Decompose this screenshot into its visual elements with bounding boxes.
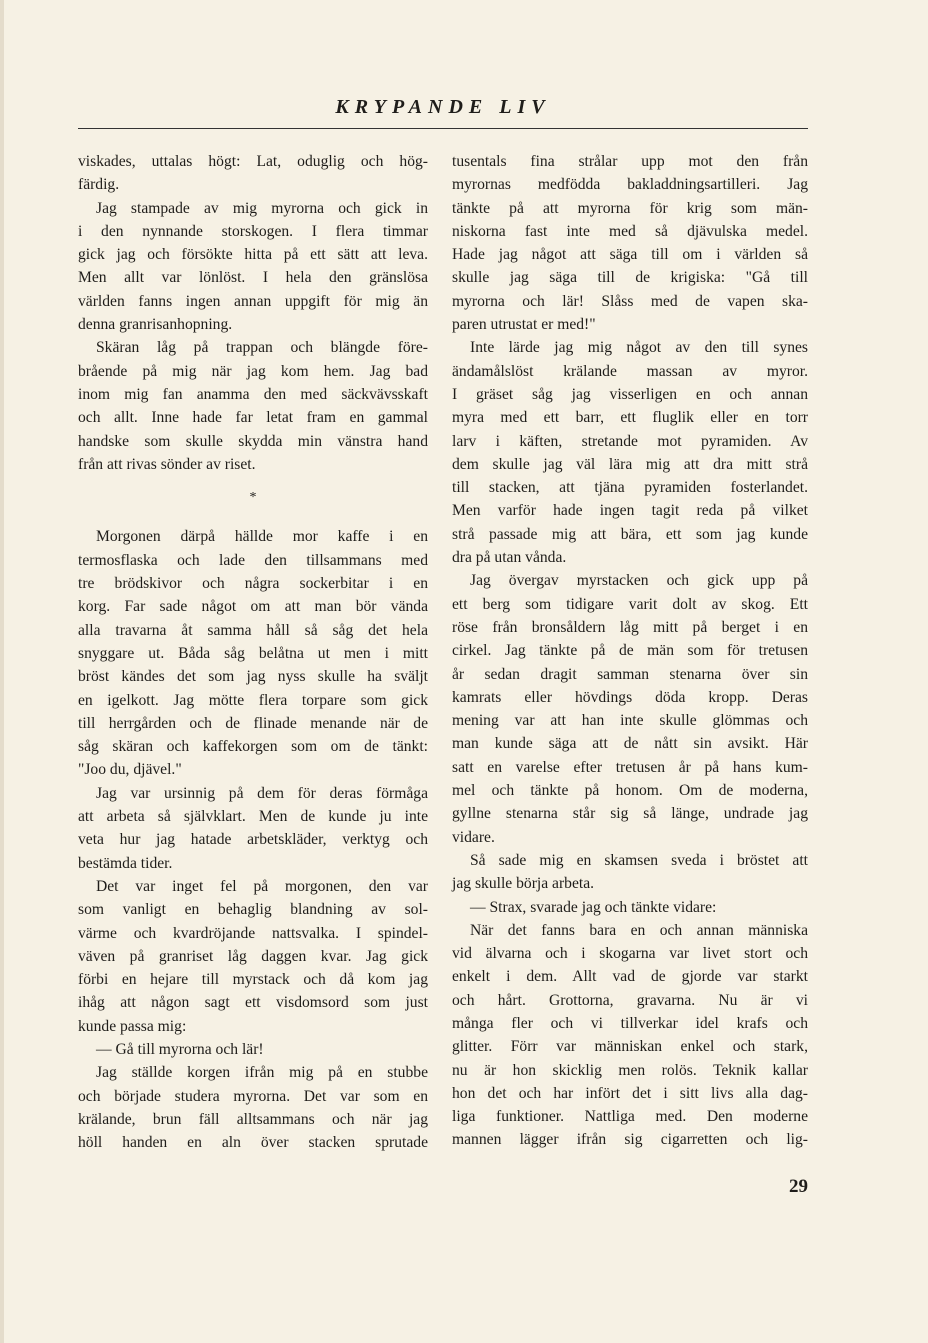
text-line: snyggare ut. Båda såg belåtna ut men i mitt	[78, 644, 428, 662]
text-line: väven på granriset låg daggen kvar. Jag gick	[78, 947, 428, 965]
text-line: hon det och har infört det i sitt livs alla dag-	[452, 1084, 808, 1102]
text-line: myrorna och lär! Slåss med de vapen ska-	[452, 292, 808, 310]
text-line: mannen lägger ifrån sig cigarretten och lig-	[452, 1131, 808, 1149]
paragraph	[452, 569, 808, 849]
text-line: inom mig fan anamma den med säckvävsskaft	[78, 385, 428, 403]
text-line: bröst kändes det som jag nyss skulle ha sväljt	[78, 668, 428, 686]
text-line: Morgonen därpå hällde mor kaffe i en	[96, 528, 428, 546]
text-line: skulle jag säga till de krigiska: "Gå till	[452, 269, 808, 287]
text-line: termosflaska och lade den tillsammans med	[78, 551, 428, 569]
text-line: liga funktioner. Nattliga med. Den moderne	[452, 1108, 808, 1126]
paragraph	[78, 782, 428, 875]
text-line: Så sade mig en skamsen sveda i bröstet att	[470, 851, 808, 869]
text-line: — Strax, svarade jag och tänkte vidare:	[470, 898, 717, 916]
paragraph	[78, 875, 428, 1038]
paragraph	[78, 336, 428, 476]
text-line: till stacken, att tjäna pyramiden fosterlandet.	[452, 479, 808, 497]
text-line: mel och tänkte på honom. Om de moderna,	[452, 782, 808, 800]
running-header: KRYPANDE LIV	[335, 96, 551, 118]
text-line: veta hur jag hatade arbetskläder, verktyg och	[78, 831, 428, 849]
text-line: värme och kvardröjande nattsvalka. I spindel-	[78, 924, 428, 942]
text-line: Jag övergav myrstacken och gick upp på	[470, 572, 808, 590]
text-line: många fler och vi tillverkar idel krafs och	[452, 1014, 808, 1032]
text-line: glitter. Förr var människan enkel och stark,	[452, 1038, 808, 1056]
paragraph	[78, 525, 428, 781]
text-line: dra på utan vånda.	[452, 549, 567, 567]
paragraph	[452, 896, 808, 919]
text-line: mening var att han inte skulle glömmas och	[452, 712, 808, 730]
text-line: och hårt. Grottorna, gravarna. Nu är vi	[452, 991, 808, 1009]
paragraph	[78, 150, 428, 197]
text-line: Men varför hade ingen tagit reda på vilket	[452, 502, 808, 520]
text-line: såg skäran och kaffekorgen som om de tänkt:	[78, 738, 428, 756]
text-line: Jag var ursinnig på dem för deras förmåga	[96, 784, 428, 802]
header-rule	[78, 128, 808, 129]
text-line: I gräset såg jag visserligen en och annan	[452, 385, 808, 403]
text-line: myra med ett barr, ett fluglik eller en torr	[452, 409, 808, 427]
text-line: år sedan dragit samman stenarna över sin	[452, 665, 808, 683]
text-line: satt en varelse efter tretusen år på hans kum-	[452, 758, 808, 776]
text-line: jag skulle börja arbeta.	[452, 875, 595, 893]
text-line: Men allt var lönlöst. I hela den gränslösa	[78, 269, 428, 287]
text-line: som vanligt en behaglig blandning av sol-	[78, 901, 428, 919]
text-line: förbi en hejare till myrstack och då kom jag	[78, 971, 428, 989]
text-line: När det fanns bara en och annan människa	[470, 921, 808, 939]
text-line: denna granrisanhopning.	[78, 316, 233, 334]
paragraph	[452, 336, 808, 569]
page-edge	[0, 0, 4, 1343]
text-line: paren utrustat er med!"	[452, 316, 596, 334]
text-line: Hade jag något att säga till om i världen så	[452, 246, 808, 264]
text-line: enkelt i dem. Allt vad de gjorde var starkt	[452, 968, 808, 986]
text-line: ett berg som tidigare varit dolt av skog. Ett	[452, 595, 808, 613]
paragraph	[78, 1061, 428, 1154]
text-line: ändamålslöst krälande massan av myror.	[452, 362, 808, 380]
text-line: ihåg att någon sagt ett visdomsord som just	[78, 994, 428, 1012]
text-line: — Gå till myrorna och lär!	[96, 1040, 264, 1058]
text-line: nu är hon skicklig men rolös. Teknik kallar	[452, 1061, 808, 1079]
paragraph	[78, 1038, 428, 1061]
left-column	[78, 150, 428, 1154]
text-line: vid älvarna och i skogarna var livet stort och	[452, 945, 808, 963]
text-line: krälande, brun fäll alltsammans och när jag	[78, 1110, 428, 1128]
text-line: gyllne stenarna står sig så länge, undrade jag	[452, 805, 808, 823]
text-line: tre brödskivor och några sockerbitar i en	[78, 575, 428, 593]
text-line: till herrgården och de flinade menande när de	[78, 714, 428, 732]
text-line: färdig.	[78, 176, 120, 194]
page-number: 29	[789, 1176, 808, 1197]
right-column	[452, 150, 808, 1152]
text-line: larv i käften, stretande mot pyramiden. Av	[452, 432, 808, 450]
text-line: världen fanns ingen annan uppgift för mig än	[78, 292, 428, 310]
text-line: Jag stampade av mig myrorna och gick in	[96, 199, 428, 217]
paragraph	[452, 150, 808, 336]
text-line: från att rivas sönder av riset.	[78, 455, 256, 473]
text-line: höll handen en aln över stacken sprutade	[78, 1134, 428, 1152]
text-line: tänkte på att myrorna för krig som män-	[452, 199, 808, 217]
text-line: gick jag och försökte hitta på ett sätt att leva.	[78, 246, 428, 264]
text-line: och började studera myrorna. Det var som en	[78, 1087, 428, 1105]
text-line: myrornas medfödda bakladdningsartilleri. Jag	[452, 176, 808, 194]
text-line: viskades, uttalas högt: Lat, oduglig och hög-	[78, 153, 428, 170]
text-line: dem skulle jag väl lära mig att dra mitt strå	[452, 455, 808, 473]
text-line: en igelkott. Jag mötte flera torpare som gick	[78, 691, 428, 709]
text-line: att arbeta så självklart. Men de kunde ju inte	[78, 808, 428, 826]
text-line: brående på mig när jag kom hem. Jag bad	[78, 362, 428, 380]
paragraph	[452, 849, 808, 896]
text-line: cirkel. Jag tänkte på de män som för tretusen	[452, 642, 808, 660]
section-separator: *	[249, 490, 257, 506]
text-line: man kunde säga att de nått sin avsikt. Här	[452, 735, 808, 753]
text-line: niskorna fast inte med så djävulska medel.	[452, 222, 808, 240]
text-line: bestämda tider.	[78, 854, 173, 872]
text-line: "Joo du, djävel."	[78, 761, 182, 779]
text-line: och allt. Inne hade far letat fram en gammal	[78, 409, 428, 427]
paragraph	[78, 197, 428, 337]
text-line: i den nynnande storskogen. I flera timmar	[78, 222, 428, 240]
text-line: alla travarna åt samma håll så såg det hela	[78, 621, 428, 639]
text-line: kamrats eller hövdings döda kropp. Deras	[452, 688, 808, 706]
text-line: korg. Far sade något om att man bör vända	[78, 598, 428, 616]
text-line: Jag ställde korgen ifrån mig på en stubbe	[96, 1064, 428, 1082]
text-line: Det var inget fel på morgonen, den var	[96, 877, 428, 895]
text-line: Inte lärde jag mig något av den till synes	[470, 339, 808, 357]
text-line: strå passade mig att bära, ett som jag kunde	[452, 525, 808, 543]
paragraph	[452, 919, 808, 1152]
text-line: Skäran låg på trappan och blängde före-	[96, 339, 428, 357]
text-line: röse från bronsåldern låg mitt på berget i en	[452, 618, 808, 636]
text-line: handske som skulle skydda min vänstra hand	[78, 432, 428, 450]
text-line: tusentals fina strålar upp mot den från	[452, 153, 808, 170]
text-line: vidare.	[452, 828, 495, 846]
text-line: kunde passa mig:	[78, 1017, 187, 1035]
